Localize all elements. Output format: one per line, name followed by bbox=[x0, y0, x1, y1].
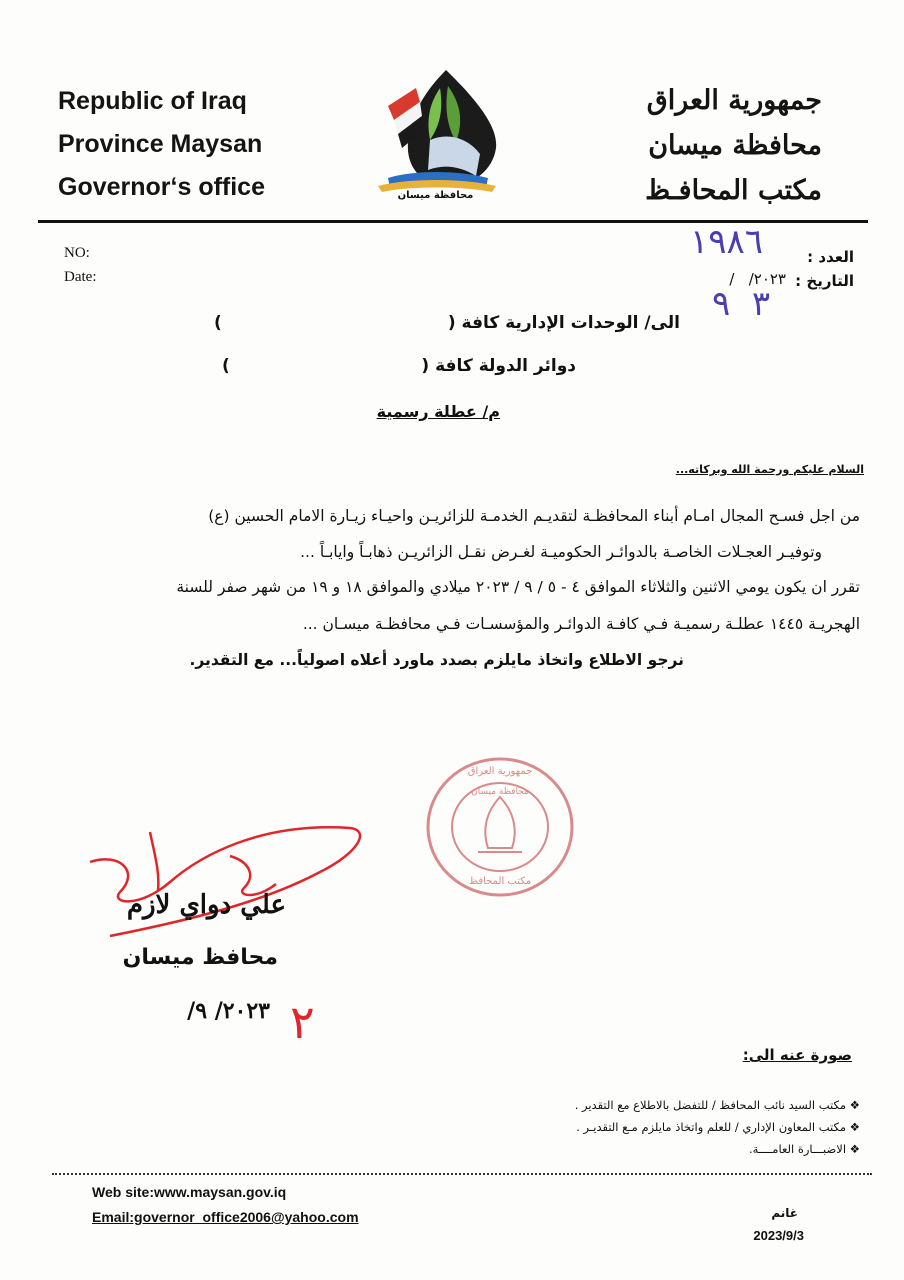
no-label: NO: bbox=[64, 245, 90, 261]
body-line-5: نرجو الاطلاع واتخاذ مايلزم بصدد ماورد أعلاه اصولياً... مع التقدير. bbox=[189, 651, 684, 669]
addressee-line-2: دوائر الدولة كافة ( bbox=[421, 356, 576, 376]
footer-website: Web site:www.maysan.gov.iq bbox=[92, 1184, 287, 1200]
signatory-title: محافظ ميسان bbox=[122, 945, 278, 970]
footer-date: 2023/9/3 bbox=[753, 1228, 804, 1243]
body-line-2: وتوفيـر العجـلات الخاصـة بالدوائـر الحكوميـة لغـرض نقـل الزائريـن ذهابـاً وايابـاً ... bbox=[300, 543, 822, 561]
header-english bbox=[58, 80, 265, 209]
addressee-line-2-close: ) bbox=[222, 356, 230, 376]
date-label: Date: bbox=[64, 269, 97, 285]
maysan-emblem-icon bbox=[368, 58, 503, 208]
copies-item: ❖ مكتب السيد نائب المحافظ / للتفضل بالاطلاع مع التقدير . bbox=[574, 1098, 860, 1112]
bullet-icon: ❖ bbox=[846, 1098, 860, 1112]
copies-item: ❖ الاضبـــارة العامــــة. bbox=[748, 1142, 860, 1156]
signature-scribble bbox=[80, 812, 370, 942]
copies-heading: صورة عنه الى: bbox=[742, 1046, 852, 1064]
greeting: السلام عليكم ورحمة الله وبركاته... bbox=[675, 463, 864, 476]
header-arabic bbox=[562, 78, 822, 213]
bullet-icon: ❖ bbox=[846, 1120, 860, 1134]
body-line-3: تقرر ان يكون يومي الاثنين والثلاثاء الموافق ٤ - ٥ / ٩ / ٢٠٢٣ ميلادي والموافق ١٨ و ١٩ من شهر صفر للسنة bbox=[176, 578, 860, 596]
stamp-text-bottom: مكتب المحافظ bbox=[468, 876, 532, 887]
addressee-line-1-close: ) bbox=[214, 313, 222, 333]
handwritten-day: ٢ bbox=[290, 995, 315, 1049]
signatory-name: علي دواي لازم bbox=[126, 890, 286, 920]
footer-divider bbox=[52, 1173, 872, 1175]
ar-no-label: العدد : bbox=[807, 248, 854, 266]
header-en-line: Governor‘s office bbox=[58, 173, 265, 201]
handwritten-number: ١٩٨٦ bbox=[690, 222, 764, 262]
copies-list bbox=[440, 1094, 860, 1160]
signature-date: ٢٠٢٣/ ٩/ bbox=[187, 998, 270, 1024]
official-stamp bbox=[420, 752, 580, 902]
header-en-line: Province Maysan bbox=[58, 130, 263, 158]
body-line-4: الهجريـة ١٤٤٥ عطلـة رسميـة فـي كافـة الدوائـر والمؤسسـات فـي محافظـة ميسـان ... bbox=[302, 615, 860, 633]
footer-email: Email:governor_office2006@yahoo.com bbox=[92, 1209, 359, 1225]
footer-initials: غانم bbox=[771, 1206, 798, 1220]
copies-item: ❖ مكتب المعاون الإداري / للعلم واتخاذ مايلزم مـع التقديـر . bbox=[576, 1120, 860, 1134]
body-line-1: من اجل فسـح المجال امـام أبناء المحافظـة لتقديـم الخدمـة للزائريـن واحيـاء زيـارة الامام الحسين (ع) bbox=[208, 507, 860, 525]
ar-date-printed: ٢٠٢٣/ / bbox=[729, 270, 786, 288]
ar-date-label: التاريخ : bbox=[795, 272, 854, 290]
stamp-text-mid: محافظة ميسان bbox=[471, 787, 529, 797]
header-ar-line: جمهورية العراق bbox=[646, 85, 822, 116]
handwritten-date: ٣ ٩ bbox=[712, 284, 771, 324]
header-ar-line: محافظة ميسان bbox=[648, 130, 822, 161]
stamp-text-top: جمهورية العراق bbox=[467, 766, 533, 777]
addressee-line-1: الى/ الوحدات الإدارية كافة ( bbox=[447, 313, 680, 333]
bullet-icon: ❖ bbox=[846, 1142, 860, 1156]
header-en-line: Republic of Iraq bbox=[58, 87, 247, 115]
header-ar-line: مكتب المحافـظ bbox=[645, 175, 822, 206]
logo-caption: محافظة ميسان bbox=[397, 190, 474, 201]
subject: م/ عطلة رسمية bbox=[376, 402, 500, 421]
